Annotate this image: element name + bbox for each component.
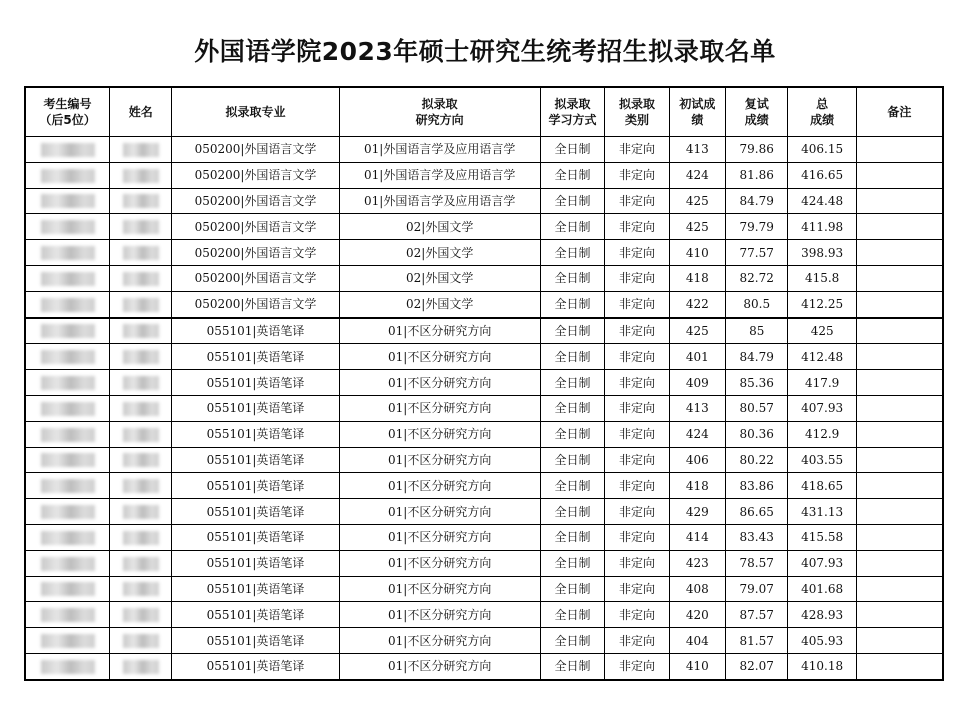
redaction-blur bbox=[123, 169, 159, 183]
cell-major: 055101|英语笔译 bbox=[172, 576, 339, 602]
table-row bbox=[25, 602, 943, 628]
table-body bbox=[25, 137, 943, 680]
cell-major: 050200|外国语言文学 bbox=[172, 265, 339, 291]
cell-category: 非定向 bbox=[605, 344, 669, 370]
redaction-blur bbox=[41, 453, 95, 467]
cell-direction: 01|不区分研究方向 bbox=[339, 473, 540, 499]
cell-total-score: 412.25 bbox=[788, 291, 856, 317]
cell-total-score: 424.48 bbox=[788, 188, 856, 214]
header-retest-score: 复试 成绩 bbox=[726, 87, 788, 137]
cell-major: 055101|英语笔译 bbox=[172, 421, 339, 447]
cell-notes bbox=[856, 524, 943, 550]
cell-candidate-id-redacted bbox=[25, 265, 110, 291]
cell-direction: 02|外国文学 bbox=[339, 214, 540, 240]
table-row bbox=[25, 395, 943, 421]
cell-study-mode: 全日制 bbox=[540, 628, 604, 654]
cell-category: 非定向 bbox=[605, 473, 669, 499]
cell-candidate-id-redacted bbox=[25, 137, 110, 163]
cell-retest-score: 79.79 bbox=[726, 214, 788, 240]
cell-study-mode: 全日制 bbox=[540, 550, 604, 576]
cell-category: 非定向 bbox=[605, 628, 669, 654]
cell-major: 055101|英语笔译 bbox=[172, 653, 339, 679]
header-category: 拟录取 类别 bbox=[605, 87, 669, 137]
cell-study-mode: 全日制 bbox=[540, 602, 604, 628]
redaction-blur bbox=[41, 608, 95, 622]
header-direction: 拟录取 研究方向 bbox=[339, 87, 540, 137]
cell-candidate-id-redacted bbox=[25, 162, 110, 188]
cell-name-redacted bbox=[110, 524, 172, 550]
redaction-blur bbox=[123, 298, 159, 312]
table-row bbox=[25, 421, 943, 447]
table-row bbox=[25, 137, 943, 163]
cell-initial-score: 424 bbox=[669, 162, 725, 188]
cell-major: 050200|外国语言文学 bbox=[172, 291, 339, 317]
cell-initial-score: 425 bbox=[669, 318, 725, 344]
cell-major: 050200|外国语言文学 bbox=[172, 240, 339, 266]
redaction-blur bbox=[123, 194, 159, 208]
cell-name-redacted bbox=[110, 162, 172, 188]
redaction-blur bbox=[123, 660, 159, 674]
cell-retest-score: 87.57 bbox=[726, 602, 788, 628]
cell-study-mode: 全日制 bbox=[540, 318, 604, 344]
cell-total-score: 405.93 bbox=[788, 628, 856, 654]
cell-study-mode: 全日制 bbox=[540, 473, 604, 499]
table-row bbox=[25, 653, 943, 679]
cell-name-redacted bbox=[110, 499, 172, 525]
cell-candidate-id-redacted bbox=[25, 602, 110, 628]
cell-name-redacted bbox=[110, 628, 172, 654]
header-name: 姓名 bbox=[110, 87, 172, 137]
redaction-blur bbox=[123, 505, 159, 519]
cell-major: 055101|英语笔译 bbox=[172, 395, 339, 421]
cell-initial-score: 408 bbox=[669, 576, 725, 602]
table-row bbox=[25, 499, 943, 525]
cell-study-mode: 全日制 bbox=[540, 291, 604, 317]
cell-notes bbox=[856, 576, 943, 602]
cell-total-score: 411.98 bbox=[788, 214, 856, 240]
cell-study-mode: 全日制 bbox=[540, 370, 604, 396]
cell-initial-score: 413 bbox=[669, 395, 725, 421]
redaction-blur bbox=[123, 143, 159, 157]
cell-direction: 01|不区分研究方向 bbox=[339, 524, 540, 550]
cell-total-score: 406.15 bbox=[788, 137, 856, 163]
cell-initial-score: 422 bbox=[669, 291, 725, 317]
redaction-blur bbox=[41, 660, 95, 674]
cell-initial-score: 413 bbox=[669, 137, 725, 163]
cell-retest-score: 77.57 bbox=[726, 240, 788, 266]
cell-study-mode: 全日制 bbox=[540, 395, 604, 421]
cell-direction: 01|不区分研究方向 bbox=[339, 395, 540, 421]
cell-candidate-id-redacted bbox=[25, 421, 110, 447]
redaction-blur bbox=[123, 376, 159, 390]
cell-study-mode: 全日制 bbox=[540, 344, 604, 370]
admission-table bbox=[24, 86, 944, 681]
header-candidate-id: 考生编号 （后5位） bbox=[25, 87, 110, 137]
cell-candidate-id-redacted bbox=[25, 291, 110, 317]
cell-retest-score: 81.86 bbox=[726, 162, 788, 188]
cell-retest-score: 85 bbox=[726, 318, 788, 344]
cell-study-mode: 全日制 bbox=[540, 214, 604, 240]
cell-category: 非定向 bbox=[605, 550, 669, 576]
cell-direction: 01|不区分研究方向 bbox=[339, 447, 540, 473]
redaction-blur bbox=[123, 557, 159, 571]
cell-retest-score: 80.36 bbox=[726, 421, 788, 447]
cell-category: 非定向 bbox=[605, 499, 669, 525]
redaction-blur bbox=[41, 479, 95, 493]
redaction-blur bbox=[41, 298, 95, 312]
cell-category: 非定向 bbox=[605, 162, 669, 188]
cell-direction: 01|外国语言学及应用语言学 bbox=[339, 188, 540, 214]
cell-major: 055101|英语笔译 bbox=[172, 499, 339, 525]
cell-initial-score: 418 bbox=[669, 473, 725, 499]
cell-major: 055101|英语笔译 bbox=[172, 447, 339, 473]
cell-study-mode: 全日制 bbox=[540, 265, 604, 291]
cell-category: 非定向 bbox=[605, 240, 669, 266]
cell-notes bbox=[856, 653, 943, 679]
cell-total-score: 425 bbox=[788, 318, 856, 344]
table-row bbox=[25, 473, 943, 499]
cell-initial-score: 429 bbox=[669, 499, 725, 525]
cell-major: 055101|英语笔译 bbox=[172, 473, 339, 499]
redaction-blur bbox=[41, 194, 95, 208]
cell-notes bbox=[856, 602, 943, 628]
redaction-blur bbox=[123, 582, 159, 596]
cell-category: 非定向 bbox=[605, 395, 669, 421]
cell-retest-score: 82.72 bbox=[726, 265, 788, 291]
cell-initial-score: 401 bbox=[669, 344, 725, 370]
cell-direction: 01|不区分研究方向 bbox=[339, 421, 540, 447]
cell-category: 非定向 bbox=[605, 214, 669, 240]
cell-name-redacted bbox=[110, 265, 172, 291]
cell-category: 非定向 bbox=[605, 421, 669, 447]
cell-major: 055101|英语笔译 bbox=[172, 524, 339, 550]
cell-retest-score: 83.43 bbox=[726, 524, 788, 550]
header-notes: 备注 bbox=[856, 87, 943, 137]
cell-name-redacted bbox=[110, 602, 172, 628]
cell-candidate-id-redacted bbox=[25, 240, 110, 266]
cell-name-redacted bbox=[110, 318, 172, 344]
cell-retest-score: 84.79 bbox=[726, 188, 788, 214]
cell-name-redacted bbox=[110, 421, 172, 447]
cell-notes bbox=[856, 188, 943, 214]
cell-direction: 01|不区分研究方向 bbox=[339, 576, 540, 602]
cell-candidate-id-redacted bbox=[25, 318, 110, 344]
cell-candidate-id-redacted bbox=[25, 653, 110, 679]
redaction-blur bbox=[41, 557, 95, 571]
header-study-mode: 拟录取 学习方式 bbox=[540, 87, 604, 137]
cell-retest-score: 80.22 bbox=[726, 447, 788, 473]
cell-total-score: 401.68 bbox=[788, 576, 856, 602]
cell-retest-score: 80.5 bbox=[726, 291, 788, 317]
cell-candidate-id-redacted bbox=[25, 550, 110, 576]
cell-category: 非定向 bbox=[605, 524, 669, 550]
cell-category: 非定向 bbox=[605, 653, 669, 679]
cell-retest-score: 83.86 bbox=[726, 473, 788, 499]
cell-initial-score: 410 bbox=[669, 240, 725, 266]
cell-total-score: 431.13 bbox=[788, 499, 856, 525]
cell-name-redacted bbox=[110, 188, 172, 214]
cell-candidate-id-redacted bbox=[25, 188, 110, 214]
redaction-blur bbox=[41, 402, 95, 416]
redaction-blur bbox=[123, 479, 159, 493]
cell-total-score: 407.93 bbox=[788, 550, 856, 576]
cell-initial-score: 420 bbox=[669, 602, 725, 628]
table-header-row bbox=[25, 87, 943, 137]
redaction-blur bbox=[41, 582, 95, 596]
cell-notes bbox=[856, 344, 943, 370]
redaction-blur bbox=[41, 376, 95, 390]
cell-study-mode: 全日制 bbox=[540, 447, 604, 473]
cell-retest-score: 79.07 bbox=[726, 576, 788, 602]
cell-notes bbox=[856, 499, 943, 525]
cell-total-score: 418.65 bbox=[788, 473, 856, 499]
cell-major: 055101|英语笔译 bbox=[172, 370, 339, 396]
redaction-blur bbox=[41, 220, 95, 234]
cell-initial-score: 418 bbox=[669, 265, 725, 291]
cell-direction: 02|外国文学 bbox=[339, 240, 540, 266]
cell-major: 055101|英语笔译 bbox=[172, 602, 339, 628]
cell-direction: 01|不区分研究方向 bbox=[339, 602, 540, 628]
cell-candidate-id-redacted bbox=[25, 628, 110, 654]
cell-notes bbox=[856, 137, 943, 163]
cell-study-mode: 全日制 bbox=[540, 240, 604, 266]
cell-initial-score: 424 bbox=[669, 421, 725, 447]
table-row bbox=[25, 576, 943, 602]
cell-study-mode: 全日制 bbox=[540, 188, 604, 214]
redaction-blur bbox=[41, 350, 95, 364]
redaction-blur bbox=[123, 220, 159, 234]
cell-initial-score: 410 bbox=[669, 653, 725, 679]
cell-category: 非定向 bbox=[605, 137, 669, 163]
cell-direction: 01|不区分研究方向 bbox=[339, 318, 540, 344]
cell-name-redacted bbox=[110, 214, 172, 240]
cell-direction: 01|不区分研究方向 bbox=[339, 550, 540, 576]
cell-total-score: 412.48 bbox=[788, 344, 856, 370]
redaction-blur bbox=[123, 246, 159, 260]
page-title: 外国语学院2023年硕士研究生统考招生拟录取名单 bbox=[194, 37, 776, 66]
table-row bbox=[25, 447, 943, 473]
cell-notes bbox=[856, 370, 943, 396]
cell-retest-score: 79.86 bbox=[726, 137, 788, 163]
cell-name-redacted bbox=[110, 291, 172, 317]
cell-category: 非定向 bbox=[605, 265, 669, 291]
cell-direction: 01|不区分研究方向 bbox=[339, 628, 540, 654]
cell-major: 055101|英语笔译 bbox=[172, 344, 339, 370]
cell-candidate-id-redacted bbox=[25, 524, 110, 550]
cell-major: 055101|英语笔译 bbox=[172, 628, 339, 654]
redaction-blur bbox=[123, 531, 159, 545]
cell-retest-score: 81.57 bbox=[726, 628, 788, 654]
cell-major: 055101|英语笔译 bbox=[172, 550, 339, 576]
cell-direction: 02|外国文学 bbox=[339, 265, 540, 291]
cell-name-redacted bbox=[110, 370, 172, 396]
table-row bbox=[25, 344, 943, 370]
table-row bbox=[25, 240, 943, 266]
cell-total-score: 417.9 bbox=[788, 370, 856, 396]
cell-direction: 01|不区分研究方向 bbox=[339, 653, 540, 679]
header-initial-score: 初试成 绩 bbox=[669, 87, 725, 137]
cell-study-mode: 全日制 bbox=[540, 524, 604, 550]
cell-notes bbox=[856, 447, 943, 473]
cell-candidate-id-redacted bbox=[25, 214, 110, 240]
cell-total-score: 407.93 bbox=[788, 395, 856, 421]
cell-name-redacted bbox=[110, 447, 172, 473]
redaction-blur bbox=[41, 246, 95, 260]
redaction-blur bbox=[41, 143, 95, 157]
cell-retest-score: 84.79 bbox=[726, 344, 788, 370]
cell-initial-score: 414 bbox=[669, 524, 725, 550]
cell-category: 非定向 bbox=[605, 576, 669, 602]
cell-category: 非定向 bbox=[605, 318, 669, 344]
cell-major: 050200|外国语言文学 bbox=[172, 162, 339, 188]
cell-total-score: 412.9 bbox=[788, 421, 856, 447]
cell-notes bbox=[856, 550, 943, 576]
redaction-blur bbox=[41, 169, 95, 183]
redaction-blur bbox=[123, 428, 159, 442]
cell-name-redacted bbox=[110, 473, 172, 499]
cell-retest-score: 82.07 bbox=[726, 653, 788, 679]
header-total-score: 总 成绩 bbox=[788, 87, 856, 137]
cell-category: 非定向 bbox=[605, 447, 669, 473]
cell-major: 050200|外国语言文学 bbox=[172, 188, 339, 214]
cell-candidate-id-redacted bbox=[25, 344, 110, 370]
cell-candidate-id-redacted bbox=[25, 499, 110, 525]
cell-retest-score: 86.65 bbox=[726, 499, 788, 525]
cell-candidate-id-redacted bbox=[25, 395, 110, 421]
cell-retest-score: 80.57 bbox=[726, 395, 788, 421]
table-row bbox=[25, 628, 943, 654]
cell-category: 非定向 bbox=[605, 291, 669, 317]
cell-notes bbox=[856, 421, 943, 447]
table-row bbox=[25, 291, 943, 317]
cell-initial-score: 423 bbox=[669, 550, 725, 576]
cell-major: 050200|外国语言文学 bbox=[172, 137, 339, 163]
redaction-blur bbox=[123, 402, 159, 416]
table-row bbox=[25, 318, 943, 344]
table-row bbox=[25, 524, 943, 550]
cell-direction: 01|外国语言学及应用语言学 bbox=[339, 162, 540, 188]
cell-notes bbox=[856, 318, 943, 344]
cell-notes bbox=[856, 291, 943, 317]
cell-study-mode: 全日制 bbox=[540, 653, 604, 679]
cell-study-mode: 全日制 bbox=[540, 137, 604, 163]
cell-notes bbox=[856, 240, 943, 266]
cell-total-score: 428.93 bbox=[788, 602, 856, 628]
redaction-blur bbox=[41, 324, 95, 338]
redaction-blur bbox=[41, 428, 95, 442]
cell-name-redacted bbox=[110, 137, 172, 163]
header-major: 拟录取专业 bbox=[172, 87, 339, 137]
table-row bbox=[25, 162, 943, 188]
cell-direction: 01|不区分研究方向 bbox=[339, 370, 540, 396]
table-row bbox=[25, 550, 943, 576]
cell-study-mode: 全日制 bbox=[540, 162, 604, 188]
cell-total-score: 415.58 bbox=[788, 524, 856, 550]
cell-name-redacted bbox=[110, 344, 172, 370]
cell-name-redacted bbox=[110, 550, 172, 576]
cell-notes bbox=[856, 265, 943, 291]
cell-notes bbox=[856, 162, 943, 188]
cell-candidate-id-redacted bbox=[25, 473, 110, 499]
cell-total-score: 410.18 bbox=[788, 653, 856, 679]
cell-initial-score: 425 bbox=[669, 214, 725, 240]
cell-major: 055101|英语笔译 bbox=[172, 318, 339, 344]
redaction-blur bbox=[41, 531, 95, 545]
cell-notes bbox=[856, 473, 943, 499]
cell-direction: 01|不区分研究方向 bbox=[339, 344, 540, 370]
cell-direction: 01|外国语言学及应用语言学 bbox=[339, 137, 540, 163]
cell-notes bbox=[856, 628, 943, 654]
table-row bbox=[25, 188, 943, 214]
cell-initial-score: 404 bbox=[669, 628, 725, 654]
redaction-blur bbox=[41, 634, 95, 648]
cell-candidate-id-redacted bbox=[25, 370, 110, 396]
cell-initial-score: 409 bbox=[669, 370, 725, 396]
redaction-blur bbox=[123, 272, 159, 286]
cell-name-redacted bbox=[110, 240, 172, 266]
table-row bbox=[25, 370, 943, 396]
cell-retest-score: 78.57 bbox=[726, 550, 788, 576]
cell-study-mode: 全日制 bbox=[540, 499, 604, 525]
table-row bbox=[25, 214, 943, 240]
cell-initial-score: 406 bbox=[669, 447, 725, 473]
redaction-blur bbox=[123, 350, 159, 364]
cell-name-redacted bbox=[110, 653, 172, 679]
cell-notes bbox=[856, 395, 943, 421]
cell-total-score: 403.55 bbox=[788, 447, 856, 473]
cell-study-mode: 全日制 bbox=[540, 576, 604, 602]
cell-study-mode: 全日制 bbox=[540, 421, 604, 447]
redaction-blur bbox=[123, 608, 159, 622]
cell-major: 050200|外国语言文学 bbox=[172, 214, 339, 240]
cell-notes bbox=[856, 214, 943, 240]
cell-initial-score: 425 bbox=[669, 188, 725, 214]
cell-retest-score: 85.36 bbox=[726, 370, 788, 396]
cell-direction: 02|外国文学 bbox=[339, 291, 540, 317]
table-row bbox=[25, 265, 943, 291]
cell-name-redacted bbox=[110, 395, 172, 421]
cell-candidate-id-redacted bbox=[25, 576, 110, 602]
cell-total-score: 398.93 bbox=[788, 240, 856, 266]
cell-direction: 01|不区分研究方向 bbox=[339, 499, 540, 525]
cell-name-redacted bbox=[110, 576, 172, 602]
redaction-blur bbox=[123, 453, 159, 467]
cell-category: 非定向 bbox=[605, 602, 669, 628]
cell-candidate-id-redacted bbox=[25, 447, 110, 473]
cell-total-score: 416.65 bbox=[788, 162, 856, 188]
cell-total-score: 415.8 bbox=[788, 265, 856, 291]
cell-category: 非定向 bbox=[605, 188, 669, 214]
redaction-blur bbox=[123, 324, 159, 338]
cell-category: 非定向 bbox=[605, 370, 669, 396]
redaction-blur bbox=[123, 634, 159, 648]
redaction-blur bbox=[41, 505, 95, 519]
redaction-blur bbox=[41, 272, 95, 286]
